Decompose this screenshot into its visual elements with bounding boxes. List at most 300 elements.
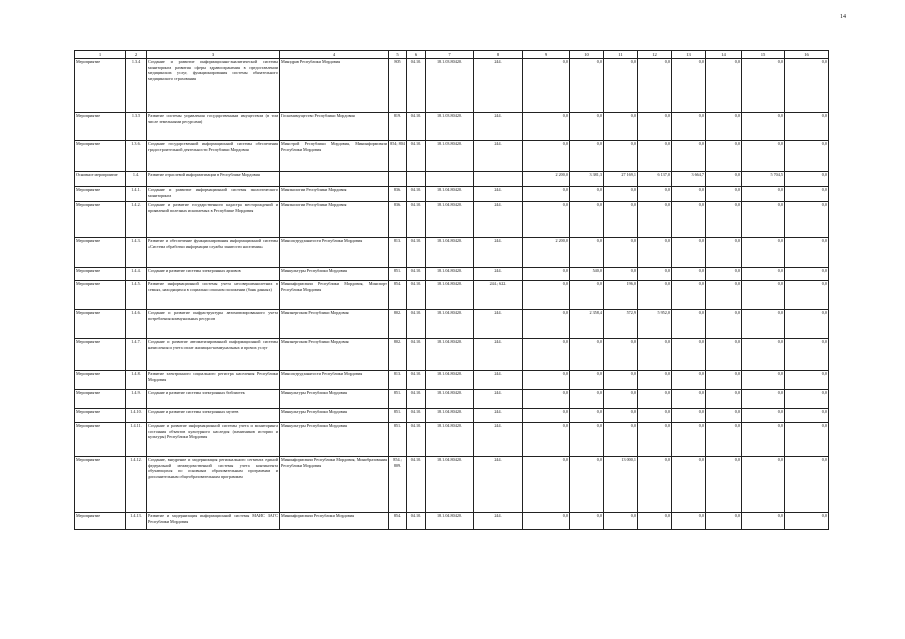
amount-cell: 0,0 — [672, 408, 706, 422]
amount-cell: 0,0 — [785, 186, 829, 201]
rzpr-cell: 04.10. — [407, 389, 426, 408]
amount-cell: 0,0 — [638, 512, 672, 529]
amount-cell: 0,0 — [672, 280, 706, 309]
name-cell: Создание и развитие автоматизированной информационной системы начисления и учета оплат жилищно-коммунальных и прочих услуг — [147, 338, 280, 370]
code-cell: 1.4.9. — [126, 389, 147, 408]
amount-cell: 0,0 — [706, 422, 742, 456]
amount-cell: 0,0 — [570, 237, 604, 267]
row-kind-cell: Мероприятие — [75, 456, 126, 512]
amount-cell: 0,0 — [604, 140, 638, 171]
vr-cell: 244. — [474, 237, 523, 267]
column-number: 7 — [426, 51, 474, 59]
amount-cell: 0,0 — [706, 267, 742, 280]
csr-cell: 18.1.03.80420. — [426, 112, 474, 140]
row-kind-cell: Мероприятие — [75, 140, 126, 171]
grbs-cell: 851. — [389, 389, 407, 408]
amount-cell: 0,0 — [672, 309, 706, 338]
csr-cell: 18.1.04.80420. — [426, 309, 474, 338]
code-cell: 1.4.11. — [126, 422, 147, 456]
column-number: 14 — [706, 51, 742, 59]
column-number: 5 — [389, 51, 407, 59]
vr-cell: 244. — [474, 408, 523, 422]
name-cell: Развитие отраслевой информатизации в Республике Мордовия — [147, 171, 280, 186]
amount-cell: 0,0 — [638, 237, 672, 267]
vr-cell: 244. — [474, 112, 523, 140]
amount-cell: 0,0 — [742, 338, 785, 370]
rzpr-cell — [407, 171, 426, 186]
amount-cell: 0,0 — [672, 512, 706, 529]
amount-cell: 0,0 — [523, 389, 570, 408]
amount-cell: 0,0 — [742, 512, 785, 529]
amount-cell: 0,0 — [742, 58, 785, 112]
amount-cell: 0,0 — [570, 58, 604, 112]
amount-cell: 0,0 — [785, 237, 829, 267]
amount-cell: 0,0 — [706, 201, 742, 237]
amount-cell: 0,0 — [706, 338, 742, 370]
amount-cell: 0,0 — [523, 512, 570, 529]
name-cell: Развитие и модернизация информационной системы МАИС ЗАГС Республики Мордовия — [147, 512, 280, 529]
amount-cell: 0,0 — [638, 408, 672, 422]
column-number: 3 — [147, 51, 280, 59]
amount-cell: 0,0 — [523, 309, 570, 338]
amount-cell: 0,0 — [672, 456, 706, 512]
amount-cell: 0,0 — [638, 370, 672, 389]
row-kind-cell: Основное мероприятие — [75, 171, 126, 186]
amount-cell: 0,0 — [604, 186, 638, 201]
column-number: 13 — [672, 51, 706, 59]
amount-cell: 0,0 — [706, 140, 742, 171]
amount-cell: 0,0 — [604, 112, 638, 140]
name-cell: Развитие электронного социального регистра населения Республики Мордовия — [147, 370, 280, 389]
amount-cell: 27 169,1 — [604, 171, 638, 186]
code-cell: 1.4.8. — [126, 370, 147, 389]
name-cell: Создание и развитие системы электронных музеев — [147, 408, 280, 422]
column-number: 8 — [474, 51, 523, 59]
amount-cell: 0,0 — [523, 422, 570, 456]
grbs-cell: 802. — [389, 338, 407, 370]
grbs-cell: 813. — [389, 237, 407, 267]
amount-cell: 0,0 — [604, 512, 638, 529]
rzpr-cell: 04.10. — [407, 186, 426, 201]
column-number: 2 — [126, 51, 147, 59]
column-number: 6 — [407, 51, 426, 59]
amount-cell: 0,0 — [604, 389, 638, 408]
amount-cell: 0,0 — [672, 58, 706, 112]
name-cell: Создание и развитие информационной системы учета и мониторинга состояния объектов культурного наследия (памятников истории и культуры) Республики Мордовия — [147, 422, 280, 456]
table-row — [75, 309, 829, 338]
rzpr-cell: 04.10. — [407, 422, 426, 456]
csr-cell: 18.1.04.80420. — [426, 267, 474, 280]
column-number: 9 — [523, 51, 570, 59]
vr-cell: 244. — [474, 140, 523, 171]
vr-cell: 244. — [474, 309, 523, 338]
code-cell: 1.4.13. — [126, 512, 147, 529]
table-row — [75, 237, 829, 267]
name-cell: Развитие системы управления государственным имуществом (в том числе земельными ресурсами) — [147, 112, 280, 140]
table-row — [75, 512, 829, 529]
amount-cell: 0,0 — [706, 370, 742, 389]
code-cell: 1.3.6. — [126, 140, 147, 171]
grbs-cell: 851. — [389, 408, 407, 422]
amount-cell: 0,0 — [706, 309, 742, 338]
amount-cell: 0,0 — [706, 408, 742, 422]
code-cell: 1.4.2. — [126, 201, 147, 237]
row-kind-cell: Мероприятие — [75, 408, 126, 422]
executor-cell: Минкультуры Республики Мордовия — [280, 422, 389, 456]
amount-cell: 0,0 — [604, 408, 638, 422]
amount-cell: 0,0 — [742, 237, 785, 267]
amount-cell: 0,0 — [570, 112, 604, 140]
amount-cell: 0,0 — [706, 512, 742, 529]
amount-cell: 0,0 — [523, 201, 570, 237]
amount-cell: 540,0 — [570, 267, 604, 280]
amount-cell: 0,0 — [604, 422, 638, 456]
executor-cell: Минкультуры Республики Мордовия — [280, 408, 389, 422]
rzpr-cell: 04.10. — [407, 58, 426, 112]
executor-cell: Мининформсвязи Республики Мордовия, Минобразования Республики Мордовия — [280, 456, 389, 512]
csr-cell: 18.1.04.80420. — [426, 370, 474, 389]
vr-cell: 244. — [474, 389, 523, 408]
row-kind-cell: Мероприятие — [75, 186, 126, 201]
amount-cell: 0,0 — [706, 280, 742, 309]
amount-cell: 0,0 — [523, 338, 570, 370]
vr-cell: 244. — [474, 201, 523, 237]
amount-cell: 0,0 — [604, 338, 638, 370]
rzpr-cell: 04.10. — [407, 237, 426, 267]
amount-cell: 0,0 — [638, 58, 672, 112]
grbs-cell: 819. — [389, 112, 407, 140]
amount-cell: 0,0 — [570, 456, 604, 512]
vr-cell — [474, 171, 523, 186]
amount-cell: 0,0 — [785, 112, 829, 140]
executor-cell: Минэнергоком Республики Мордовия — [280, 338, 389, 370]
amount-cell: 0,0 — [742, 280, 785, 309]
csr-cell: 18.1.04.80420. — [426, 201, 474, 237]
amount-cell: 3 664,7 — [672, 171, 706, 186]
rzpr-cell: 04.10. — [407, 201, 426, 237]
table-row — [75, 112, 829, 140]
vr-cell: 244. — [474, 512, 523, 529]
vr-cell: 244. — [474, 267, 523, 280]
csr-cell: 18.1.04.80420. — [426, 186, 474, 201]
vr-cell: 244. — [474, 456, 523, 512]
amount-cell: 0,0 — [742, 389, 785, 408]
amount-cell: 0,0 — [785, 140, 829, 171]
rzpr-cell: 04.10. — [407, 338, 426, 370]
amount-cell: 0,0 — [742, 201, 785, 237]
column-number: 11 — [604, 51, 638, 59]
code-cell: 1.3.4 — [126, 58, 147, 112]
amount-cell: 13 000,1 — [604, 456, 638, 512]
amount-cell: 0,0 — [570, 389, 604, 408]
amount-cell: 3 381,3 — [570, 171, 604, 186]
amount-cell: 0,0 — [706, 58, 742, 112]
name-cell: Создание и развитие инфраструктуры автоматизированного учета потребления коммунальных ресурсов — [147, 309, 280, 338]
amount-cell: 0,0 — [742, 370, 785, 389]
amount-cell: 0,0 — [523, 186, 570, 201]
executor-cell — [280, 171, 389, 186]
amount-cell: 0,0 — [638, 201, 672, 237]
row-kind-cell: Мероприятие — [75, 370, 126, 389]
amount-cell: 0,0 — [672, 237, 706, 267]
amount-cell: 0,0 — [742, 309, 785, 338]
amount-cell: 0,0 — [785, 171, 829, 186]
csr-cell — [426, 171, 474, 186]
amount-cell: 0,0 — [604, 267, 638, 280]
amount-cell: 0,0 — [672, 422, 706, 456]
table-row — [75, 370, 829, 389]
amount-cell: 0,0 — [785, 370, 829, 389]
vr-cell: 244. — [474, 370, 523, 389]
amount-cell: 0,0 — [742, 112, 785, 140]
name-cell: Развитие информационной системы учета несовершеннолетних в семьях, находящихся в социально опасном положении (банк данных) — [147, 280, 280, 309]
executor-cell: Мининформсвязи Республики Мордовия — [280, 512, 389, 529]
amount-cell: 0,0 — [742, 408, 785, 422]
column-number: 15 — [742, 51, 785, 59]
grbs-cell: 805 — [389, 58, 407, 112]
amount-cell: 0,0 — [604, 58, 638, 112]
row-kind-cell: Мероприятие — [75, 512, 126, 529]
grbs-cell: 802. — [389, 309, 407, 338]
executor-cell: Минэкологии Республики Мордовия — [280, 201, 389, 237]
amount-cell: 0,0 — [672, 389, 706, 408]
name-cell: Создание государственной информационной системы обеспечения градостроительной деятельности Республики Мордовия — [147, 140, 280, 171]
amount-cell: 0,0 — [604, 237, 638, 267]
amount-cell: 0,0 — [570, 140, 604, 171]
column-number-row — [75, 51, 829, 59]
vr-cell: 244. — [474, 58, 523, 112]
code-cell: 1.4.10. — [126, 408, 147, 422]
column-number: 12 — [638, 51, 672, 59]
amount-cell: 0,0 — [523, 140, 570, 171]
grbs-cell: 836. — [389, 186, 407, 201]
executor-cell: Минсоцтрудзанятости Республики Мордовия — [280, 370, 389, 389]
amount-cell: 0,0 — [785, 408, 829, 422]
csr-cell: 18.1.04.80420. — [426, 408, 474, 422]
code-cell: 1.4.12. — [126, 456, 147, 512]
amount-cell: 0,0 — [672, 140, 706, 171]
amount-cell: 0,0 — [742, 422, 785, 456]
grbs-cell — [389, 171, 407, 186]
amount-cell: 0,0 — [638, 280, 672, 309]
table-row — [75, 201, 829, 237]
page-number: 14 — [840, 14, 846, 20]
table-row — [75, 338, 829, 370]
name-cell: Создание и развитие системы электронных архивов — [147, 267, 280, 280]
row-kind-cell: Мероприятие — [75, 338, 126, 370]
amount-cell: 0,0 — [570, 201, 604, 237]
rzpr-cell: 04.10. — [407, 512, 426, 529]
amount-cell: 0,0 — [638, 112, 672, 140]
row-kind-cell: Мероприятие — [75, 237, 126, 267]
amount-cell: 0,0 — [523, 370, 570, 389]
rzpr-cell: 04.10. — [407, 456, 426, 512]
amount-cell: 2 358,4 — [570, 309, 604, 338]
amount-cell: 0,0 — [523, 456, 570, 512]
name-cell: Создание и развитие информационной системы экологического мониторинга — [147, 186, 280, 201]
amount-cell: 0,0 — [672, 267, 706, 280]
code-cell: 1.4.4. — [126, 267, 147, 280]
vr-cell: 244.; 622. — [474, 280, 523, 309]
code-cell: 1.4. — [126, 171, 147, 186]
grbs-cell: 854. — [389, 280, 407, 309]
executor-cell: Минсоцтрудзанятости Республики Мордовия — [280, 237, 389, 267]
amount-cell: 0,0 — [706, 171, 742, 186]
executor-cell: Минэкологии Республики Мордовия — [280, 186, 389, 201]
amount-cell: 0,0 — [785, 512, 829, 529]
row-kind-cell: Мероприятие — [75, 389, 126, 408]
amount-cell: 0,0 — [570, 280, 604, 309]
amount-cell: 0,0 — [523, 112, 570, 140]
amount-cell: 0,0 — [706, 237, 742, 267]
table-row — [75, 456, 829, 512]
executor-cell: Минэнергоком Республики Мордовия — [280, 309, 389, 338]
amount-cell: 0,0 — [638, 422, 672, 456]
column-number: 1 — [75, 51, 126, 59]
rzpr-cell: 04.10. — [407, 280, 426, 309]
amount-cell: 0,0 — [672, 338, 706, 370]
amount-cell: 0,0 — [742, 140, 785, 171]
rzpr-cell: 04.10. — [407, 309, 426, 338]
code-cell: 1.3.5 — [126, 112, 147, 140]
amount-cell: 0,0 — [523, 267, 570, 280]
amount-cell: 0,0 — [570, 370, 604, 389]
grbs-cell: 851. — [389, 267, 407, 280]
amount-cell: 0,0 — [523, 280, 570, 309]
amount-cell: 0,0 — [570, 512, 604, 529]
amount-cell: 0,0 — [638, 186, 672, 201]
grbs-cell: 813. — [389, 370, 407, 389]
row-kind-cell: Мероприятие — [75, 267, 126, 280]
vr-cell: 244. — [474, 186, 523, 201]
amount-cell: 0,0 — [706, 456, 742, 512]
executor-cell: Минздрав Республики Мордовия — [280, 58, 389, 112]
amount-cell: 0,0 — [706, 112, 742, 140]
rzpr-cell: 04.10. — [407, 267, 426, 280]
table-row — [75, 58, 829, 112]
code-cell: 1.4.5. — [126, 280, 147, 309]
grbs-cell: 854. — [389, 512, 407, 529]
name-cell: Создание, внедрение и модернизация регионального сегмента единой федеральной межведомственной системы учета контингента обучающихся по основным образовательным программам и дополнительным общеобразовательным программам — [147, 456, 280, 512]
rzpr-cell: 04.10. — [407, 140, 426, 171]
executor-cell: Минкультуры Республики Мордовия — [280, 389, 389, 408]
table-row — [75, 389, 829, 408]
table-row — [75, 422, 829, 456]
amount-cell: 5 704,5 — [742, 171, 785, 186]
code-cell: 1.4.6. — [126, 309, 147, 338]
amount-cell: 0,0 — [672, 112, 706, 140]
csr-cell: 18.1.04.80420. — [426, 237, 474, 267]
csr-cell: 18.1.04.80420. — [426, 338, 474, 370]
csr-cell: 18.1.04.80420. — [426, 422, 474, 456]
csr-cell: 18.1.04.80420. — [426, 280, 474, 309]
name-cell: Развитие и обеспечение функционирования информационной системы «Система обработки информации службы занятости населения» — [147, 237, 280, 267]
amount-cell: 0,0 — [785, 201, 829, 237]
grbs-cell: 836. — [389, 201, 407, 237]
amount-cell: 5 952,0 — [638, 309, 672, 338]
amount-cell: 0,0 — [570, 408, 604, 422]
executor-cell: Минкультуры Республики Мордовия — [280, 267, 389, 280]
executor-cell: Мининформсвязи Республики Мордовия, Минспорт Республики Мордовия — [280, 280, 389, 309]
amount-cell: 0,0 — [742, 186, 785, 201]
code-cell: 1.4.1. — [126, 186, 147, 201]
amount-cell: 0,0 — [672, 370, 706, 389]
row-kind-cell: Мероприятие — [75, 422, 126, 456]
amount-cell: 0,0 — [604, 370, 638, 389]
amount-cell: 572,9 — [604, 309, 638, 338]
rzpr-cell: 04.10. — [407, 112, 426, 140]
amount-cell: 0,0 — [638, 267, 672, 280]
amount-cell: 196,0 — [604, 280, 638, 309]
row-kind-cell: Мероприятие — [75, 309, 126, 338]
amount-cell: 0,0 — [638, 389, 672, 408]
vr-cell: 244. — [474, 422, 523, 456]
amount-cell: 0,0 — [672, 186, 706, 201]
amount-cell: 0,0 — [604, 201, 638, 237]
vr-cell: 244. — [474, 338, 523, 370]
amount-cell: 0,0 — [785, 280, 829, 309]
table-row — [75, 171, 829, 186]
amount-cell: 0,0 — [638, 140, 672, 171]
amount-cell: 0,0 — [785, 422, 829, 456]
amount-cell: 0,0 — [785, 389, 829, 408]
name-cell: Создание и развитие системы электронных библиотек — [147, 389, 280, 408]
amount-cell: 0,0 — [672, 201, 706, 237]
csr-cell: 18.1.03.80420. — [426, 140, 474, 171]
column-number: 16 — [785, 51, 829, 59]
table-row — [75, 267, 829, 280]
column-number: 10 — [570, 51, 604, 59]
amount-cell: 2 200,0 — [523, 237, 570, 267]
code-cell: 1.4.7. — [126, 338, 147, 370]
table-row — [75, 408, 829, 422]
rzpr-cell: 04.10. — [407, 408, 426, 422]
amount-cell: 2 200,0 — [523, 171, 570, 186]
executor-cell: Минстрой Республики Мордовия, Мининформсвязи Республики Мордовия — [280, 140, 389, 171]
name-cell: Создание и развитие государственного кадастра месторождений и проявлений полезных ископаемых в Республике Мордовия — [147, 201, 280, 237]
rzpr-cell: 04.10. — [407, 370, 426, 389]
amount-cell: 0,0 — [570, 422, 604, 456]
grbs-cell: 854; 804 — [389, 140, 407, 171]
amount-cell: 0,0 — [742, 267, 785, 280]
row-kind-cell: Мероприятие — [75, 58, 126, 112]
amount-cell: 0,0 — [570, 338, 604, 370]
amount-cell: 0,0 — [638, 338, 672, 370]
grbs-cell: 851. — [389, 422, 407, 456]
column-number: 4 — [280, 51, 389, 59]
grbs-cell: 854.; 809. — [389, 456, 407, 512]
row-kind-cell: Мероприятие — [75, 280, 126, 309]
amount-cell: 0,0 — [785, 456, 829, 512]
row-kind-cell: Мероприятие — [75, 112, 126, 140]
amount-cell: 0,0 — [638, 456, 672, 512]
executor-cell: Госкомимущество Республики Мордовия — [280, 112, 389, 140]
code-cell: 1.4.3. — [126, 237, 147, 267]
table-row — [75, 280, 829, 309]
amount-cell: 0,0 — [785, 309, 829, 338]
amount-cell: 0,0 — [523, 408, 570, 422]
csr-cell: 18.1.03.80420. — [426, 58, 474, 112]
budget-table — [74, 50, 829, 530]
amount-cell: 0,0 — [785, 58, 829, 112]
amount-cell: 0,0 — [785, 338, 829, 370]
csr-cell: 18.1.04.80420. — [426, 456, 474, 512]
csr-cell: 18.1.04.80420. — [426, 512, 474, 529]
name-cell: Создание и развитие информационно-аналитической системы мониторинга развития сферы здравоохранения в предоставлении медицинских услуг, функционирования системы обязательного медицинского страхования — [147, 58, 280, 112]
amount-cell: 0,0 — [523, 58, 570, 112]
amount-cell: 0,0 — [785, 267, 829, 280]
amount-cell: 0,0 — [742, 456, 785, 512]
